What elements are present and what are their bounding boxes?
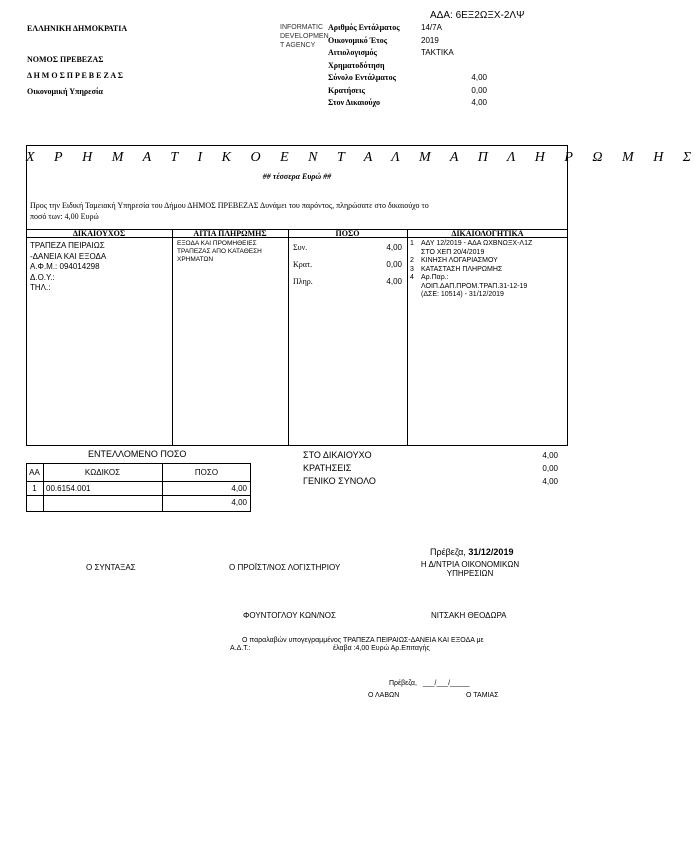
accounting-head-label: Ο ΠΡΟΪΣΤ/ΝΟΣ ΛΟΓΙΣΤΗΡΙΟΥ xyxy=(229,563,341,572)
receipt-date-blank: ___/___/_____ xyxy=(422,680,470,687)
info-value: 2019 xyxy=(421,35,439,45)
ordered-header-amount: ΠΟΣΟ xyxy=(194,468,219,477)
header-reason: ΑΙΤΙΑ ΠΛΗΡΩΜΗΣ xyxy=(193,229,267,238)
prefecture-label: ΝΟΜΟΣ ΠΡΕΒΕΖΑΣ xyxy=(27,55,104,64)
document-number: 2 xyxy=(410,257,414,264)
cashier-label: Ο ΤΑΜΙΑΣ xyxy=(466,692,499,699)
info-label: Κρατήσεις xyxy=(328,85,365,95)
watermark-line: DEVELOPMEN xyxy=(280,33,329,40)
total-value: 0,00 xyxy=(542,464,558,473)
header-documents: ΔΙΚΑΙΟΛΟΓΗΤΙΚΑ xyxy=(451,229,524,238)
composer-label: Ο ΣΥΝΤΑΞΑΣ xyxy=(86,563,136,572)
receipt-amount-text: έλαβα :4,00 Ευρώ Αρ.Επιταγής xyxy=(333,645,430,652)
info-value: ΤΑΚΤΙΚΑ xyxy=(421,48,454,57)
info-value: 4,00 xyxy=(471,98,487,107)
info-label: Σύνολο Εντάλματος xyxy=(328,73,396,82)
ordered-table-rule xyxy=(26,495,251,496)
reason-line: ΕΞΟΔΑ ΚΑΙ ΠΡΟΜΗΘΕΙΕΣ xyxy=(177,240,257,247)
service-label: Οικονομική Υπηρεσία xyxy=(27,87,103,96)
document-number: 3 xyxy=(410,265,414,273)
amount-label: Συν. xyxy=(293,243,308,252)
ada-code: ΑΔΑ: 6ΕΞ2ΩΞΧ-2ΛΨ xyxy=(430,10,525,21)
ordered-row-code: 00.6154.001 xyxy=(46,484,91,493)
beneficiary-line: ΤΡΑΠΕΖΑ ΠΕΙΡΑΙΩΣ xyxy=(30,241,105,250)
column-divider xyxy=(288,229,289,446)
header-amount: ΠΟΣΟ xyxy=(335,229,360,238)
beneficiary-line: ΤΗΛ.: xyxy=(30,283,51,292)
total-value: 4,00 xyxy=(542,451,558,460)
receipt-id-label: Α.Δ.Τ.: xyxy=(230,645,251,652)
reason-line: ΤΡΑΠΕΖΑΣ ΑΠΟ ΚΑΤΑΘΕΣΗ xyxy=(177,248,262,255)
beneficiary-line: Α.Φ.Μ.: 094014298 xyxy=(30,262,100,271)
document-line: ΚΙΝΗΣΗ ΛΟΓΑΡΙΑΣΜΟΥ xyxy=(421,257,498,264)
beneficiary-line: -ΔΑΝΕΙΑ ΚΑΙ ΕΞΟΔΑ xyxy=(30,251,107,261)
info-label: Αριθμός Εντάλματος xyxy=(328,23,400,32)
document-line: ΛΟΙΠ.ΔΑΠ.ΠΡΟΜ.ΤΡΑΠ.31-12-19 xyxy=(421,282,528,290)
ordered-row-aa: 1 xyxy=(32,484,37,493)
info-value: 14/7Α xyxy=(421,23,442,32)
amount-label: Κρατ. xyxy=(293,260,313,269)
document-line: ΚΑΤΑΣΤΑΣΗ ΠΛΗΡΩΜΗΣ xyxy=(421,265,503,273)
column-divider xyxy=(172,229,173,446)
instruction-text: Προς την Ειδική Ταμειακή Υπηρεσία του Δήμου ΔΗΜΟΣ ΠΡΕΒΕΖΑΣ Δυνάμει του παρόντος, πληρώσατε στο δικαιούχο το xyxy=(30,201,429,210)
receiver-label: Ο ΛΑΒΩΝ xyxy=(368,692,400,699)
document-line: ΣΤΟ ΧΕΠ 20/4/2019 xyxy=(421,248,485,256)
ordered-amount-title: ΕΝΤΕΛΛΟΜΕΝΟ ΠΟΣΟ xyxy=(88,449,187,459)
amount-in-words: ## τέσσερα Ευρώ ## xyxy=(262,172,332,181)
receipt-statement: Ο παραλαβών υπογεγραμμένος ΤΡΑΠΕΖΑ ΠΕΙΡΑΙΩΣ-ΔΑΝΕΙΑ ΚΑΙ ΕΞΟΔΑ με xyxy=(242,637,484,644)
total-label: ΣΤΟ ΔΙΚΑΙΟΥΧΟ xyxy=(303,450,372,460)
place-label: Πρέβεζα, xyxy=(430,547,466,557)
total-label: ΓΕΝΙΚΟ ΣΥΝΟΛΟ xyxy=(303,476,376,486)
accounting-head-name: ΦΟΥΝΤΟΓΛΟΥ ΚΩΝ/ΝΟΣ xyxy=(243,611,336,620)
receipt-date-label: Πρέβεζα, xyxy=(389,680,417,687)
column-divider xyxy=(407,229,408,446)
finance-director-line: Η Δ/ΝΤΡΙΑ ΟΙΚΟΝΟΜΙΚΩΝ xyxy=(420,560,520,569)
finance-director-label xyxy=(410,560,530,578)
total-label: ΚΡΑΤΗΣΕΙΣ xyxy=(303,463,352,473)
municipality-label: Δ Η Μ Ο Σ Π Ρ Ε Β Ε Ζ Α Σ xyxy=(27,71,123,80)
amount-value: 0,00 xyxy=(386,260,402,269)
signature-date: 31/12/2019 xyxy=(468,547,514,557)
info-label: Χρηματοδότηση xyxy=(328,60,385,70)
receipt-date xyxy=(389,680,470,687)
ordered-table-rule xyxy=(26,481,251,482)
ordered-header-code: ΚΩΔΙΚΟΣ xyxy=(84,468,121,477)
amount-value: 4,00 xyxy=(386,243,402,252)
document-title: Χ Ρ Η Μ Α Τ Ι Κ Ο Ε Ν Τ Α Λ Μ Α Π Λ Η Ρ Ω Μ Η Σ xyxy=(26,150,699,165)
info-label: Στον Δικαιούχο xyxy=(328,98,380,107)
ordered-header-aa: ΑΑ xyxy=(29,468,40,477)
watermark-line: T AGENCY xyxy=(280,42,316,49)
document-line: (ΔΣΕ: 10514) - 31/12/2019 xyxy=(421,291,504,298)
info-value: 0,00 xyxy=(471,85,487,95)
amount-label: Πληρ. xyxy=(293,277,313,286)
document-number: 1 xyxy=(410,240,414,247)
watermark-line: INFORMATIC xyxy=(280,24,324,31)
place-date xyxy=(430,547,513,557)
header-beneficiary: ΔΙΚΑΙΟΥΧΟΣ xyxy=(72,229,126,238)
beneficiary-line: Δ.Ο.Υ.: xyxy=(30,272,55,282)
reason-line: ΧΡΗΜΑΤΩΝ xyxy=(177,256,214,263)
watermark-text xyxy=(280,23,329,50)
document-number: 4 xyxy=(410,274,414,281)
instruction-amount: ποσό των: 4,00 Ευρώ xyxy=(30,212,99,221)
info-value: 4,00 xyxy=(471,73,487,82)
ordered-row-amount: 4,00 xyxy=(231,484,247,493)
info-label: Αιτιολογισμός xyxy=(328,48,377,57)
document-line: ΑΔΥ 12/2019 - ΑΔΑ ΩΧΒΝΩΞΧ-Λ1Ζ xyxy=(421,240,533,247)
amount-value: 4,00 xyxy=(386,277,402,286)
ordered-row-amount: 4,00 xyxy=(231,498,247,507)
total-value: 4,00 xyxy=(542,477,558,486)
info-label: Οικονομικό Έτος xyxy=(328,35,388,45)
finance-director-line: ΥΠΗΡΕΣΙΩΝ xyxy=(446,569,494,578)
finance-director-name: ΝΙΤΣΑΚΗ ΘΕΟΔΩΡΑ xyxy=(431,611,507,620)
republic-label: ΕΛΛΗΝΙΚΗ ΔΗΜΟΚΡΑΤΙΑ xyxy=(27,24,128,33)
document-line: Αρ.Παρ.: xyxy=(421,274,449,281)
